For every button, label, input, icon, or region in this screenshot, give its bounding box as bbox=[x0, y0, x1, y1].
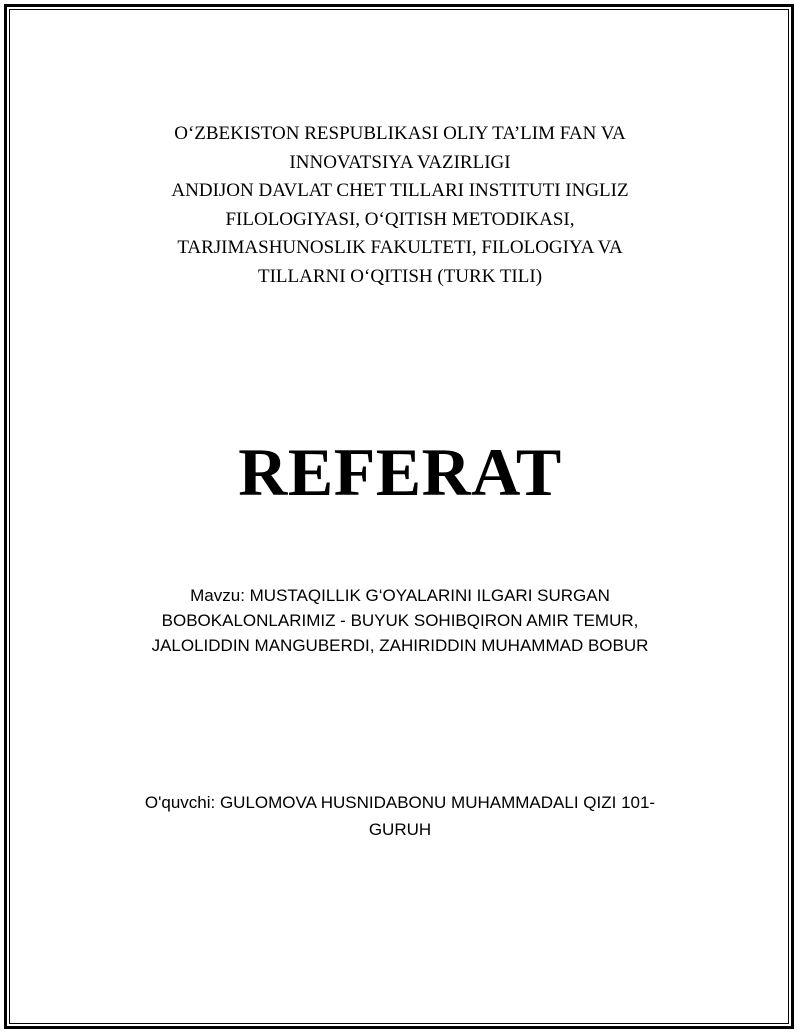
header-line: O‘ZBEKISTON RESPUBLIKASI OLIY TA’LIM FAN VA bbox=[174, 123, 626, 144]
topic-line: BOBOKALONLARIMIZ - BUYUK SOHIBQIRON AMIR TEMUR, bbox=[161, 611, 639, 630]
topic-block bbox=[0, 583, 800, 658]
header-line: TARJIMASHUNOSLIK FAKULTETI, FILOLOGIYA VA bbox=[177, 237, 623, 258]
topic-line: JALOLIDDIN MANGUBERDI, ZAHIRIDDIN MUHAMMAD BOBUR bbox=[151, 636, 649, 655]
topic-line: Mavzu: MUSTAQILLIK G‘OYALARINI ILGARI SURGAN bbox=[190, 586, 610, 605]
header-line: TILLARNI O‘QITISH (TURK TILI) bbox=[257, 265, 543, 287]
header-line: ANDIJON DAVLAT CHET TILLARI INSTITUTI INGLIZ bbox=[171, 180, 629, 201]
header-line: INNOVATSIYA VAZIRLIGI bbox=[289, 151, 511, 173]
institution-header bbox=[0, 120, 800, 291]
student-line: O'quvchi: GULOMOVA HUSNIDABONU MUHAMMADALI QIZI 101- bbox=[144, 793, 656, 812]
student-block bbox=[0, 789, 800, 843]
header-line: FILOLOGIYASI, O‘QITISH METODIKASI, bbox=[225, 208, 575, 230]
student-line: GURUH bbox=[368, 820, 432, 839]
document-title: REFERAT bbox=[238, 434, 562, 510]
